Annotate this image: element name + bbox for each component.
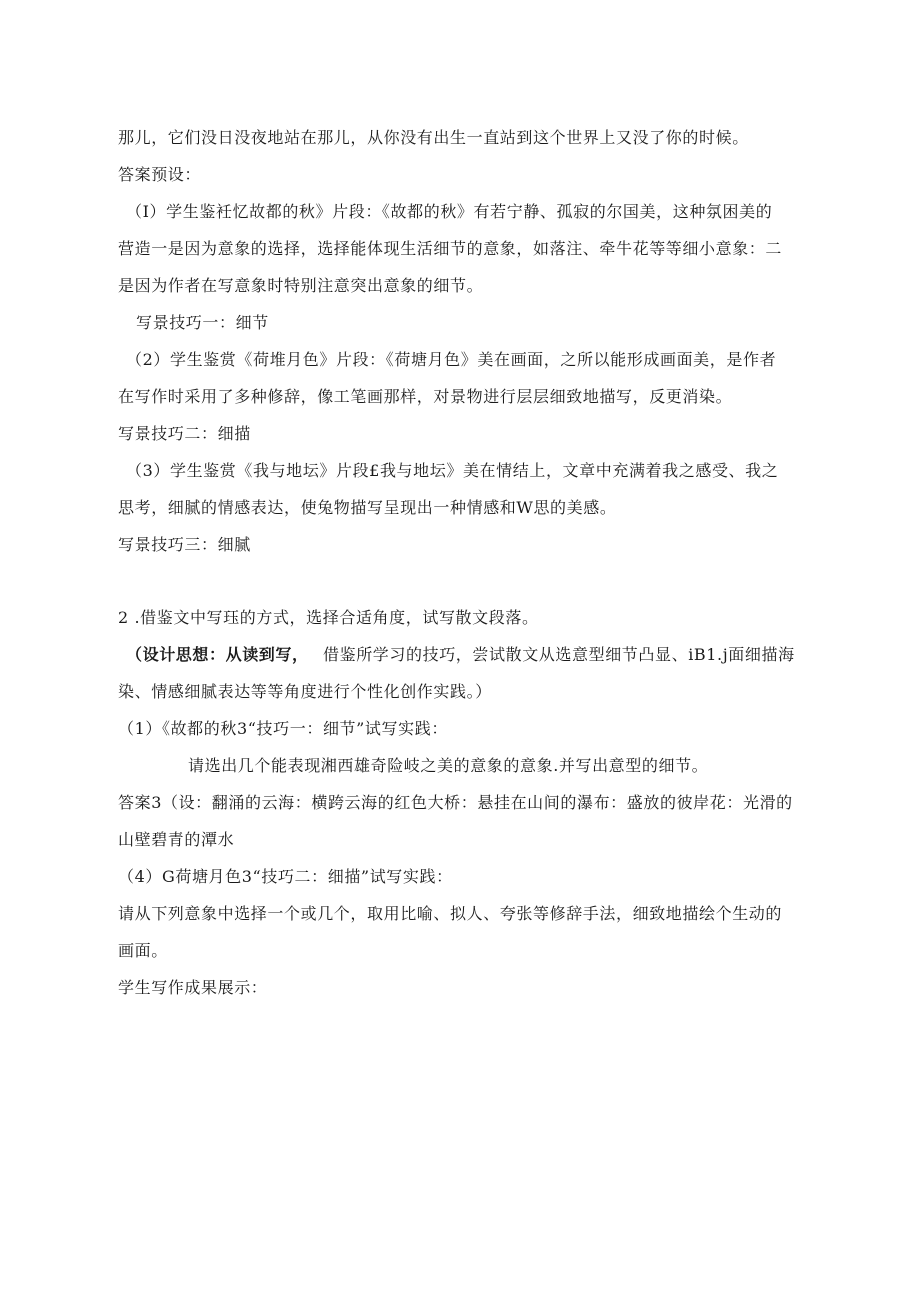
paragraph-line: （3）学生鉴赏《我与地坛》片段£我与地坛》美在情结上，文章中充满着我之感受、我之 xyxy=(126,461,779,480)
paragraph-line: 是因为作者在写意象时特别注意突出意象的细节。 xyxy=(118,276,484,295)
section-heading: 2 .借鉴文中写珏的方式，选择合适角度，试写散文段落。 xyxy=(118,608,539,627)
design-idea-text: 借鉴所学习的技巧，尝试散文从选意型细节凸显、iB1.j面细描海 xyxy=(323,645,795,664)
practice-heading: （1）《故都的秋3“技巧一：细节”试写实践： xyxy=(118,719,448,738)
paragraph-line: （2）学生鉴赏《荷堆月色》片段：《荷塘月色》美在画面，之所以能形成画面美，是作者 xyxy=(126,350,777,369)
paragraph-line: 染、情感细腻表达等等角度进行个性化创作实践。） xyxy=(118,682,492,701)
paragraph-line: （I）学生鉴衽忆故都的秋》片段：《故都的秋》有若宁静、孤寂的尔国美，这种氛困美的 xyxy=(126,202,773,221)
paragraph-line: 营造一是因为意象的选择，选择能体现生活细节的意象，如落注、牵牛花等等细小意象：二 xyxy=(118,239,783,258)
student-work-heading: 学生写作成果展示： xyxy=(118,978,268,997)
technique-label: 写景技巧三：细腻 xyxy=(118,535,251,554)
paragraph-line: 山壁碧青的潭水 xyxy=(118,830,235,849)
technique-label: 写景技巧二：细描 xyxy=(118,424,251,443)
paragraph-line: 答案3（设：翻涌的云海：横跨云海的红色大桥：悬挂在山间的瀑布：盛放的彼岸花：光滑的 xyxy=(118,793,793,812)
technique-label: 写景技巧一：细节 xyxy=(136,313,269,332)
paragraph-line: 思考，细腻的情感表达，使兔物描写呈现出一种情感和W思的美感。 xyxy=(118,498,617,517)
paragraph-line: 请从下列意象中选择一个或几个，取用比喻、拟人、夸张等修辞手法，细致地描绘个生动的 xyxy=(118,904,783,923)
answer-heading: 答案预设： xyxy=(118,165,202,184)
paragraph-line: 那儿，它们没日没夜地站在那儿，从你没有出生一直站到这个世界上又没了你的时候。 xyxy=(118,128,749,147)
paragraph-line: 在写作时采用了多种修辞，像工笔画那样，对景物进行层层细致地描写，反更消染。 xyxy=(118,387,733,406)
practice-prompt: 请选出几个能表现湘西雄奇险岐之美的意象的意象.并写出意型的细节。 xyxy=(188,756,709,775)
design-idea-label: （设计思想：从读到写， xyxy=(126,645,309,664)
paragraph-line: 画面。 xyxy=(118,941,168,960)
practice-heading: （4）G荷塘月色3“技巧二：细描”试写实践： xyxy=(118,867,453,886)
